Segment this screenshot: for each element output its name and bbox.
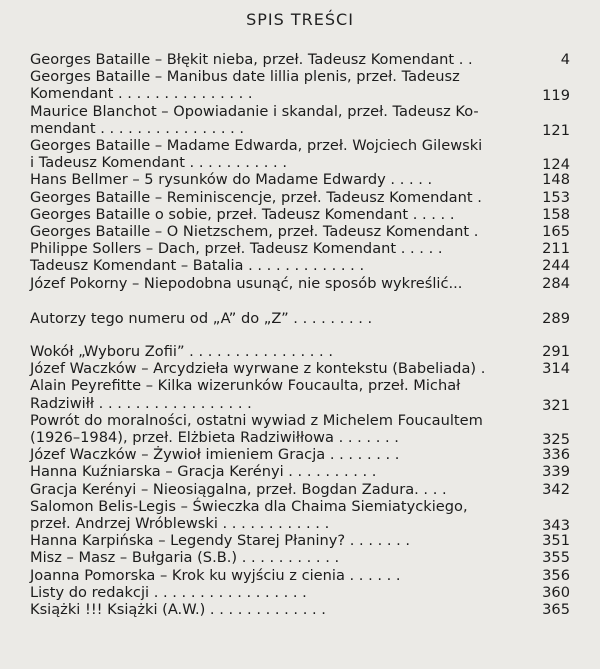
toc-entry-line: przeł. Andrzej Wróblewski . . . . . . . . . . . . [30,515,330,533]
toc-entry [30,103,570,137]
toc-entry [30,137,570,174]
toc-page-number: 4 [560,51,570,68]
toc-entry-line: Georges Bataille – O Nietzschem, przeł. Tadeusz Komendant . [30,223,479,241]
toc-page-number: 321 [542,396,570,414]
toc-entry [30,51,570,68]
toc-entry-line: Hanna Kuźniarska – Gracja Kerényi . . . . . . . . . . [30,463,377,481]
toc-entry [30,223,570,240]
toc-entry-line: Wokół „Wyboru Zofii” . . . . . . . . . . . . . . . . [30,343,333,361]
toc-entry-title [30,343,570,360]
toc-entry [30,532,570,549]
toc-entry [30,68,570,105]
toc-entry-line: (1926–1984), przeł. Elżbieta Radziwiłłowa . . . . . . . [30,429,399,447]
toc-entry-title [30,601,570,618]
toc-entry-title [30,240,570,257]
toc-entry-title [30,103,570,137]
toc-entry [30,481,570,498]
toc-entry [30,189,570,206]
toc-entry-title [30,206,570,223]
toc-entry [30,275,570,292]
toc-entry [30,411,570,449]
toc-entry-line: Komendant . . . . . . . . . . . . . . . [30,85,253,103]
toc-entry-line: Georges Bataille – Manibus date lillia plenis, przeł. Tadeusz [30,68,460,86]
toc-entry [30,310,570,327]
table-of-contents [30,51,570,618]
toc-entry-title [30,310,570,327]
page-title: SPIS TREŚCI [246,10,354,29]
toc-entry-title [30,171,570,188]
toc-entry-title [30,360,570,377]
toc-entry-line: Książki !!! Książki (A.W.) . . . . . . . . . . . . . [30,601,326,619]
toc-entry-title [30,532,570,549]
toc-page-number: 356 [542,566,570,584]
toc-page-number: 360 [542,583,570,601]
toc-entry-line: i Tadeusz Komendant . . . . . . . . . . . [30,154,287,172]
toc-page-number: 158 [542,205,570,223]
section-spacer [30,292,570,310]
toc-entry-line: Georges Bataille – Reminiscencje, przeł. Tadeusz Komendant . [30,188,482,206]
toc-page-number: 119 [542,87,570,105]
toc-page-number: 211 [542,240,570,258]
toc-page-number: 153 [542,188,570,206]
toc-entry [30,240,570,257]
toc-entry-line: Philippe Sollers – Dach, przeł. Tadeusz Komendant . . . . . [30,240,443,258]
toc-page-number: 342 [542,480,570,498]
toc-page-number: 365 [542,601,570,619]
toc-entry-line: mendant . . . . . . . . . . . . . . . . [30,119,245,137]
toc-entry-title [30,567,570,584]
toc-entry [30,549,570,566]
toc-entry-line: Powrót do moralności, ostatni wywiad z Michelem Foucaultem [30,411,483,429]
toc-page-number: 148 [542,171,570,189]
toc-entry [30,446,570,463]
toc-page-number: 336 [542,446,570,464]
toc-entry [30,343,570,360]
toc-entry-line: Józef Pokorny – Niepodobna usunąć, nie sposób wykreślić... [30,274,463,292]
toc-page-number: 351 [542,532,570,550]
toc-entry-title [30,68,570,105]
toc-entry-line: Alain Peyrefitte – Kilka wizerunków Foucaulta, przeł. Michał [30,377,461,395]
toc-entry-title [30,497,570,535]
toc-entry [30,601,570,618]
toc-page-number: 244 [542,257,570,275]
toc-page-number: 355 [542,549,570,567]
toc-entry-title [30,584,570,601]
toc-page-number: 284 [542,274,570,292]
toc-entry-line: Georges Bataille – Błękit nieba, przeł. Tadeusz Komendant . . [30,51,473,68]
toc-entry-line: Salomon Belis-Legis – Świeczka dla Chaima Siemiatyckiego, [30,497,468,515]
toc-page-number: 289 [542,309,570,327]
toc-entry-line: Hans Bellmer – 5 rysunków do Madame Edwardy . . . . . [30,171,433,189]
toc-entry-title [30,51,570,68]
toc-entry [30,171,570,188]
toc-entry-line: Gracja Kerényi – Nieosiągalna, przeł. Bogdan Zadura. . . . [30,480,447,498]
toc-entry-title [30,446,570,463]
toc-page-number: 339 [542,463,570,481]
toc-entry-title [30,463,570,480]
toc-entry-line: Józef Waczków – Żywioł imieniem Gracja . . . . . . . . [30,446,400,464]
toc-entry-line: Autorzy tego numeru od „A” do „Z” . . . . . . . . . [30,309,373,327]
toc-page-number: 121 [542,121,570,139]
toc-entry [30,497,570,535]
toc-entry-line: Misz – Masz – Bułgaria (S.B.) . . . . . . . . . . . [30,549,340,567]
toc-entry [30,257,570,274]
toc-entry-title [30,189,570,206]
toc-entry-title [30,257,570,274]
toc-entry-line: Georges Bataille – Madame Edwarda, przeł. Wojciech Gilewski [30,137,483,155]
toc-page-number: 124 [542,156,570,174]
toc-page-number: 291 [542,343,570,361]
toc-entry-line: Joanna Pomorska – Krok ku wyjściu z cienia . . . . . . [30,566,401,584]
toc-entry [30,463,570,480]
section-spacer [30,327,570,343]
toc-entry-title [30,411,570,449]
toc-entry-title [30,377,570,411]
toc-page-number: 165 [542,223,570,241]
toc-page-number: 343 [542,517,570,535]
toc-entry-line: Radziwiłł . . . . . . . . . . . . . . . . . [30,394,252,412]
toc-entry [30,206,570,223]
toc-entry-title [30,549,570,566]
toc-entry-line: Józef Waczków – Arcydzieła wyrwane z kontekstu (Babeliada) . [30,360,486,378]
toc-entry-title [30,481,570,498]
toc-entry [30,584,570,601]
toc-entry-line: Hanna Karpińska – Legendy Starej Płaniny? . . . . . . . [30,532,411,550]
toc-entry-title [30,275,570,292]
toc-entry-line: Georges Bataille o sobie, przeł. Tadeusz Komendant . . . . . [30,205,455,223]
toc-entry-title [30,223,570,240]
toc-page-number: 314 [542,360,570,378]
toc-entry-line: Maurice Blanchot – Opowiadanie i skandal, przeł. Tadeusz Ko- [30,102,479,120]
toc-entry [30,567,570,584]
toc-entry [30,377,570,414]
toc-entry-line: Listy do redakcji . . . . . . . . . . . . . . . . . [30,583,307,601]
toc-entry-title [30,137,570,174]
toc-entry-line: Tadeusz Komendant – Batalia . . . . . . . . . . . . . [30,257,365,275]
toc-page-number: 325 [542,431,570,449]
toc-entry [30,360,570,377]
